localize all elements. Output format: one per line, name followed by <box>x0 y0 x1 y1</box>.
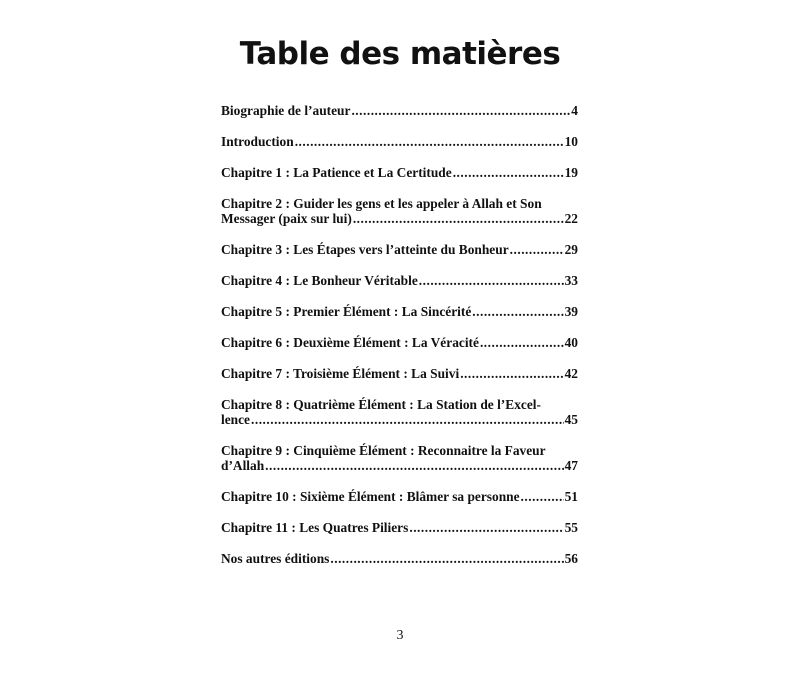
dot-leader <box>351 103 570 118</box>
toc-entry-label: Chapitre 6 : Deuxième Élément : La Véracité <box>221 335 479 350</box>
dot-leader <box>510 242 564 257</box>
toc-entry-label: Chapitre 10 : Sixième Élément : Blâmer sa personne <box>221 489 520 504</box>
toc-entry-autres-editions <box>221 551 578 566</box>
toc-entry-chapitre-9 <box>221 443 578 473</box>
page-title: Table des matières <box>239 36 561 72</box>
toc-entry-page: 42 <box>564 366 578 381</box>
toc-entry-page: 4 <box>571 103 578 118</box>
page-number: 3 <box>396 628 404 643</box>
toc-entry-label: Chapitre 1 : La Patience et La Certitude <box>221 165 452 180</box>
toc-entry-page: 51 <box>564 489 578 504</box>
toc-entry-chapitre-4 <box>221 273 578 288</box>
toc-entry-page: 47 <box>564 458 578 473</box>
toc-entry-chapitre-1 <box>221 165 578 180</box>
dot-leader <box>353 211 564 226</box>
toc-entry-label-line1: Chapitre 9 : Cinquième Élément : Reconnaitre la Faveur <box>221 443 546 458</box>
toc-entry-chapitre-2 <box>221 196 578 226</box>
toc-entry-page: 40 <box>564 335 578 350</box>
toc-entry-label: Chapitre 4 : Le Bonheur Véritable <box>221 273 418 288</box>
dot-leader <box>330 551 563 566</box>
toc-entry-label-line1: Chapitre 2 : Guider les gens et les appeler à Allah et Son <box>221 196 542 211</box>
toc-entry-label: Nos autres éditions <box>221 551 330 566</box>
toc-entry-label-line1: Chapitre 8 : Quatrième Élément : La Station de l’Excel- <box>221 397 541 412</box>
toc-entry-page: 55 <box>564 520 578 535</box>
dot-leader <box>453 165 564 180</box>
toc-entry-chapitre-7 <box>221 366 578 381</box>
toc-entry-label-line2: Messager (paix sur lui) <box>221 211 352 226</box>
toc-entry-chapitre-10 <box>221 489 578 504</box>
dot-leader <box>409 520 563 535</box>
toc-entry-introduction <box>221 134 578 149</box>
dot-leader <box>295 134 564 149</box>
toc-entry-chapitre-11 <box>221 520 578 535</box>
toc-entry-page: 22 <box>564 211 578 226</box>
toc-entry-label-line2: lence <box>221 412 250 427</box>
dot-leader <box>480 335 564 350</box>
toc-entry-biographie <box>221 103 578 118</box>
toc-entry-chapitre-6 <box>221 335 578 350</box>
toc-entry-page: 39 <box>564 304 578 319</box>
toc-entry-label-line2: d’Allah <box>221 458 265 473</box>
toc-entry-label: Chapitre 7 : Troisième Élément : La Suivi <box>221 366 460 381</box>
toc-entry-page: 29 <box>564 242 578 257</box>
toc-entry-label: Chapitre 5 : Premier Élément : La Sincérité <box>221 304 472 319</box>
toc-entry-page: 19 <box>564 165 578 180</box>
dot-leader <box>251 412 564 427</box>
toc-entry-page: 10 <box>564 134 578 149</box>
toc-entry-page: 45 <box>564 412 578 427</box>
table-of-contents <box>221 103 578 582</box>
toc-entry-label: Introduction <box>221 134 294 149</box>
toc-entry-label: Chapitre 11 : Les Quatres Piliers <box>221 520 409 535</box>
toc-entry-chapitre-3 <box>221 242 578 257</box>
toc-entry-chapitre-8 <box>221 397 578 427</box>
toc-entry-label: Biographie de l’auteur <box>221 103 351 118</box>
dot-leader <box>521 489 564 504</box>
toc-entry-chapitre-5 <box>221 304 578 319</box>
dot-leader <box>265 458 563 473</box>
toc-entry-page: 56 <box>564 551 578 566</box>
toc-entry-page: 33 <box>564 273 578 288</box>
dot-leader <box>419 273 564 288</box>
dot-leader <box>460 366 563 381</box>
toc-entry-label: Chapitre 3 : Les Étapes vers l’atteinte du Bonheur <box>221 242 509 257</box>
dot-leader <box>472 304 563 319</box>
